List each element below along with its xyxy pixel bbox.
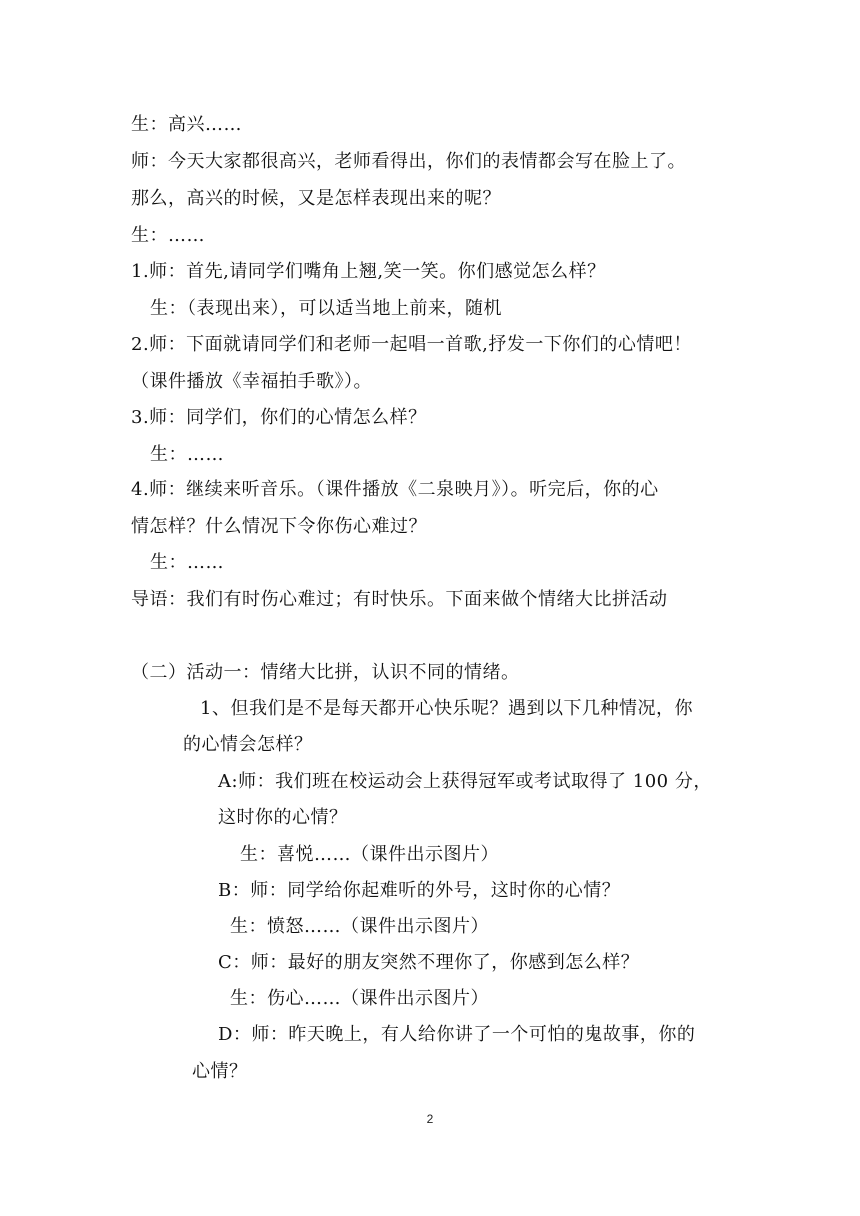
page-number: 2	[426, 1112, 434, 1126]
text-line: 的心情会怎样？	[183, 734, 313, 755]
text-line: 生：高兴……	[131, 114, 242, 135]
section-heading: （二）活动一：情绪大比拼，认识不同的情绪。	[131, 662, 520, 683]
text-line: 生：（表现出来），可以适当地上前来，随机	[150, 298, 502, 319]
text-line: A:师：我们班在校运动会上获得冠军或考试取得了 100 分，	[218, 771, 712, 792]
text-line: （课件播放《幸福拍手歌》）。	[131, 371, 372, 392]
text-line: 4.师：继续来听音乐。（课件播放《二泉映月》）。听完后，你的心	[131, 479, 659, 500]
text-line: 这时你的心情？	[218, 807, 348, 828]
text-line: 师：今天大家都很高兴，老师看得出，你们的表情都会写在脸上了。	[131, 151, 686, 172]
text-line: 心情？	[192, 1061, 248, 1082]
text-line: C：师：最好的朋友突然不理你了，你感到怎么样？	[218, 952, 640, 973]
text-line: B：师：同学给你起难听的外号，这时你的心情？	[218, 880, 621, 901]
text-line: 1.师：首先,请同学们嘴角上翘,笑一笑。你们感觉怎么样？	[131, 261, 606, 282]
text-line: 导语：我们有时伤心难过；有时快乐。下面来做个情绪大比拼活动	[131, 589, 668, 610]
text-line: 那么，高兴的时候，又是怎样表现出来的呢？	[131, 188, 501, 209]
text-line: 生：喜悦……（课件出示图片）	[240, 844, 499, 865]
text-line: 情怎样？什么情况下令你伤心难过？	[131, 516, 427, 537]
text-line: 1、但我们是不是每天都开心快乐呢？遇到以下几种情况，你	[200, 698, 693, 719]
text-line: 生：……	[131, 225, 205, 246]
text-line: 生：……	[150, 444, 224, 465]
text-line: 生：伤心……（课件出示图片）	[230, 988, 489, 1009]
text-line: 生：愤怒……（课件出示图片）	[230, 916, 489, 937]
text-line: 3.师：同学们，你们的心情怎么样？	[131, 407, 427, 428]
text-line: 生：……	[150, 552, 224, 573]
text-line: 2.师：下面就请同学们和老师一起唱一首歌,抒发一下你们的心情吧！	[131, 334, 692, 355]
text-line: D：师：昨天晚上，有人给你讲了一个可怕的鬼故事，你的	[218, 1024, 696, 1045]
